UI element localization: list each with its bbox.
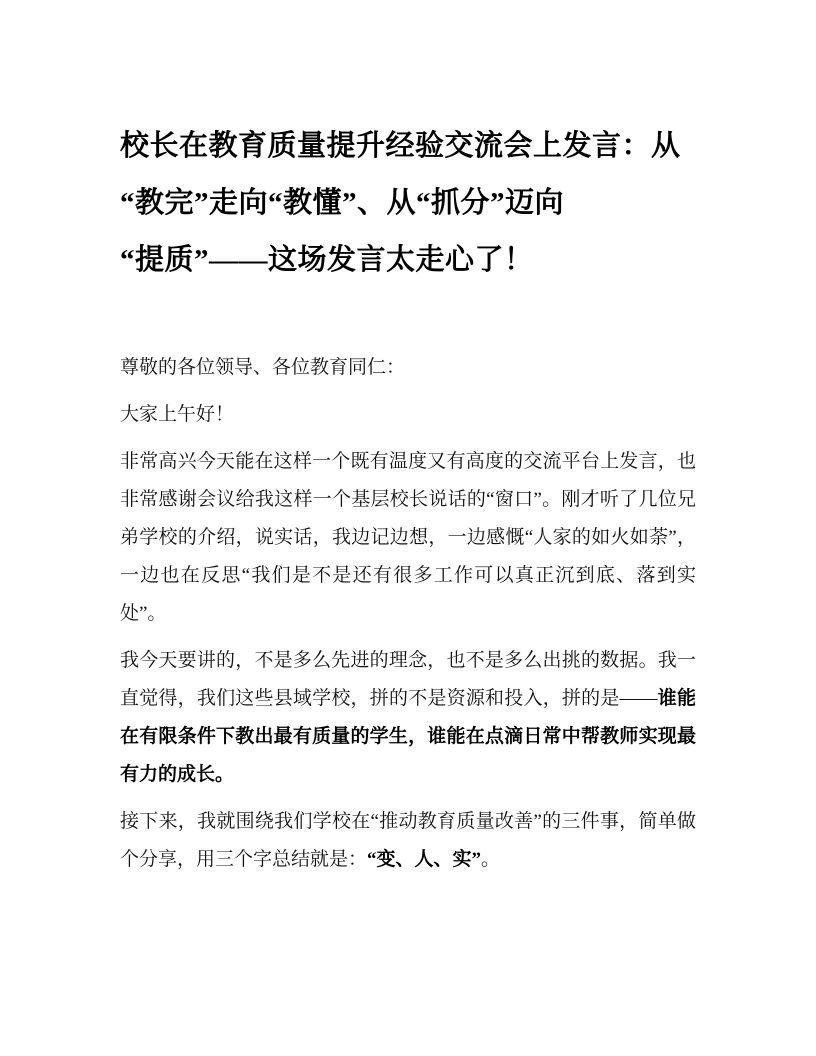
text-run: 我今天要讲的，不是多么先进的理念，也不是多么出挑的数据。我一直觉得，我们这些县域学校，拼的不是资源和投入，拼的是—— — [120, 650, 696, 709]
paragraph — [120, 803, 696, 879]
text-run: 大家上午好！ — [120, 404, 235, 425]
bold-text-run: “变、人、实” — [367, 849, 482, 870]
paragraph — [120, 443, 696, 633]
document-title — [120, 118, 696, 289]
text-run: 尊敬的各位领导、各位教育同仁： — [120, 357, 406, 378]
title-line-2: “教完”走向“教懂”、从“抓分”迈向 — [120, 187, 565, 219]
paragraph — [120, 396, 696, 434]
text-run: 。 — [481, 849, 501, 870]
bold-text-run: 谁能在有限条件下教出最有质量的学生，谁能在点滴日常中帮教师实现最有力的成长。 — [120, 688, 696, 785]
document-body — [120, 349, 696, 879]
title-line-1: 校长在教育质量提升经验交流会上发言：从 — [120, 130, 681, 162]
paragraph — [120, 349, 696, 387]
title-line-3: “提质”——这场发言太走心了！ — [120, 244, 534, 276]
text-run: 非常高兴今天能在这样一个既有温度又有高度的交流平台上发言，也非常感谢会议给我这样一个基层校长说话的“窗口”。刚才听了几位兄弟学校的介绍，说实话，我边记边想，一边感慨“人家的如火如荼”，一边也在反思“我们是不是还有很多工作可以真正沉到底、落到实处”。 — [120, 451, 696, 624]
text-run: 接下来，我就围绕我们学校在“推动教育质量改善”的三件事，简单做个分享，用三个字总结就是： — [120, 811, 696, 870]
paragraph — [120, 642, 696, 794]
